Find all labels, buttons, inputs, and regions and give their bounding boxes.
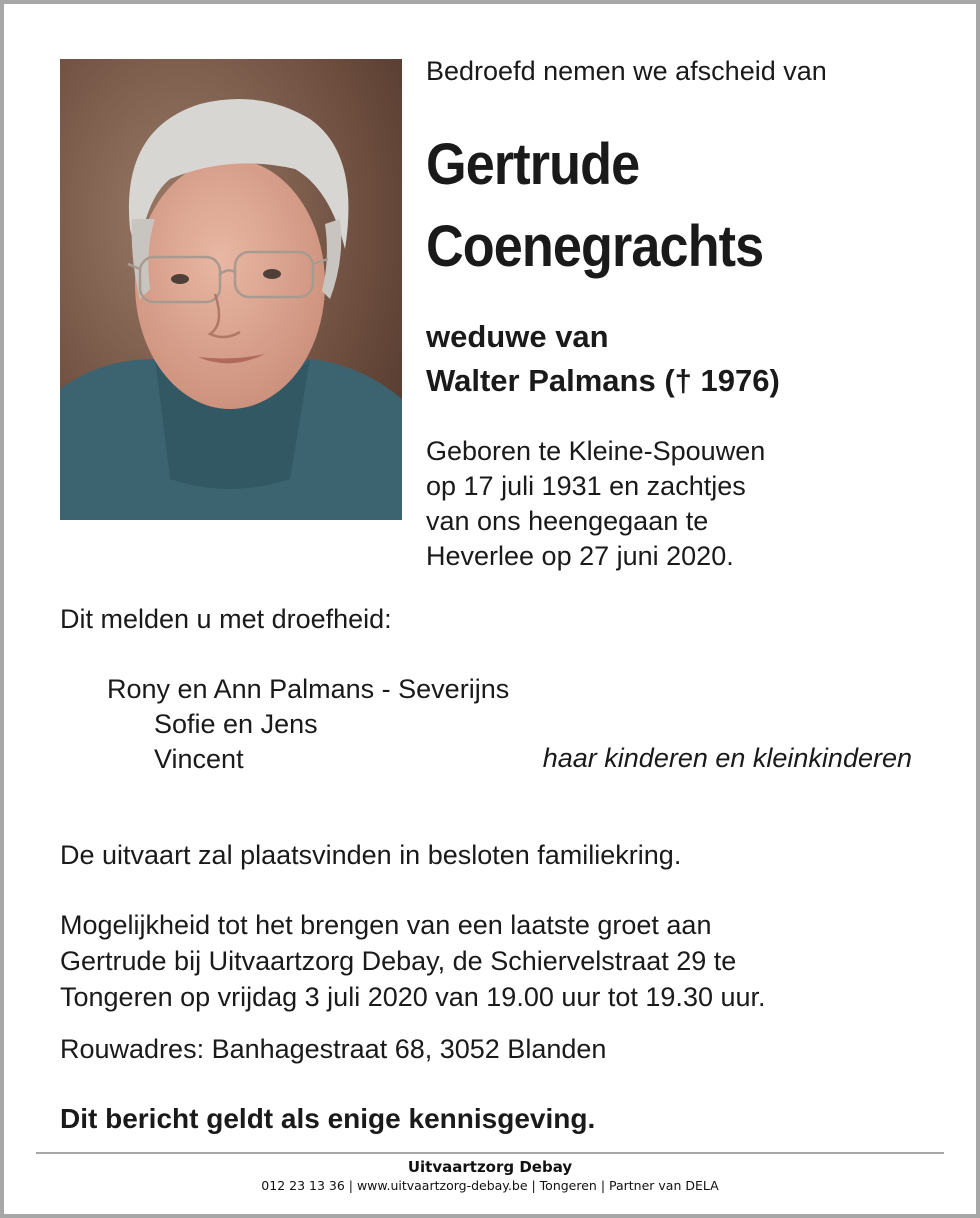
notice-text: Dit bericht geldt als enige kennisgeving. — [60, 1103, 596, 1134]
portrait-photo — [60, 59, 402, 520]
announce-text: Dit melden u met droefheid: — [60, 604, 392, 634]
deceased-first-name: Gertrude — [426, 132, 640, 197]
birth-death-line: Geboren te Kleine-Spouwen — [426, 436, 766, 466]
birth-death-line: van ons heengegaan te — [426, 506, 709, 536]
intro-text: Bedroefd nemen we afscheid van — [426, 56, 827, 86]
spouse-line-2: Walter Palmans († 1976) — [426, 363, 780, 398]
footer-company-name: Uitvaartzorg Debay — [407, 1158, 573, 1176]
footer-divider — [36, 1152, 944, 1154]
birth-death-line: op 17 juli 1931 en zachtjes — [426, 471, 746, 501]
family-name-grandchild: Sofie en Jens — [154, 709, 318, 739]
mourning-address: Rouwadres: Banhagestraat 68, 3052 Blanden — [60, 1034, 607, 1064]
viewing-line: Mogelijkheid tot het brengen van een laatste groet aan — [60, 910, 712, 940]
family-name-children: Rony en Ann Palmans - Severijns — [107, 674, 510, 704]
family-name-grandchild: Vincent — [154, 744, 244, 774]
deceased-name — [426, 124, 763, 288]
viewing-info — [60, 907, 766, 1015]
deceased-last-name: Coenegrachts — [426, 214, 764, 279]
footer-contact-info: 012 23 13 36 | www.uitvaartzorg-debay.be | Tongeren | Partner van DELA — [261, 1178, 719, 1193]
funeral-text: De uitvaart zal plaatsvinden in besloten familiekring. — [60, 840, 682, 870]
spouse-line-1: weduwe van — [426, 319, 609, 354]
birth-death-line: Heverlee op 27 juni 2020. — [426, 541, 734, 571]
family-relation-label: haar kinderen en kleinkinderen — [542, 743, 912, 773]
viewing-line: Gertrude bij Uitvaartzorg Debay, de Schiervelstraat 29 te — [60, 946, 737, 976]
footer — [4, 1157, 976, 1195]
viewing-line: Tongeren op vrijdag 3 juli 2020 van 19.00 uur tot 19.30 uur. — [60, 982, 766, 1012]
birth-death-info — [426, 434, 765, 574]
portrait-photo-icon — [60, 59, 402, 520]
spouse-info — [426, 315, 780, 403]
